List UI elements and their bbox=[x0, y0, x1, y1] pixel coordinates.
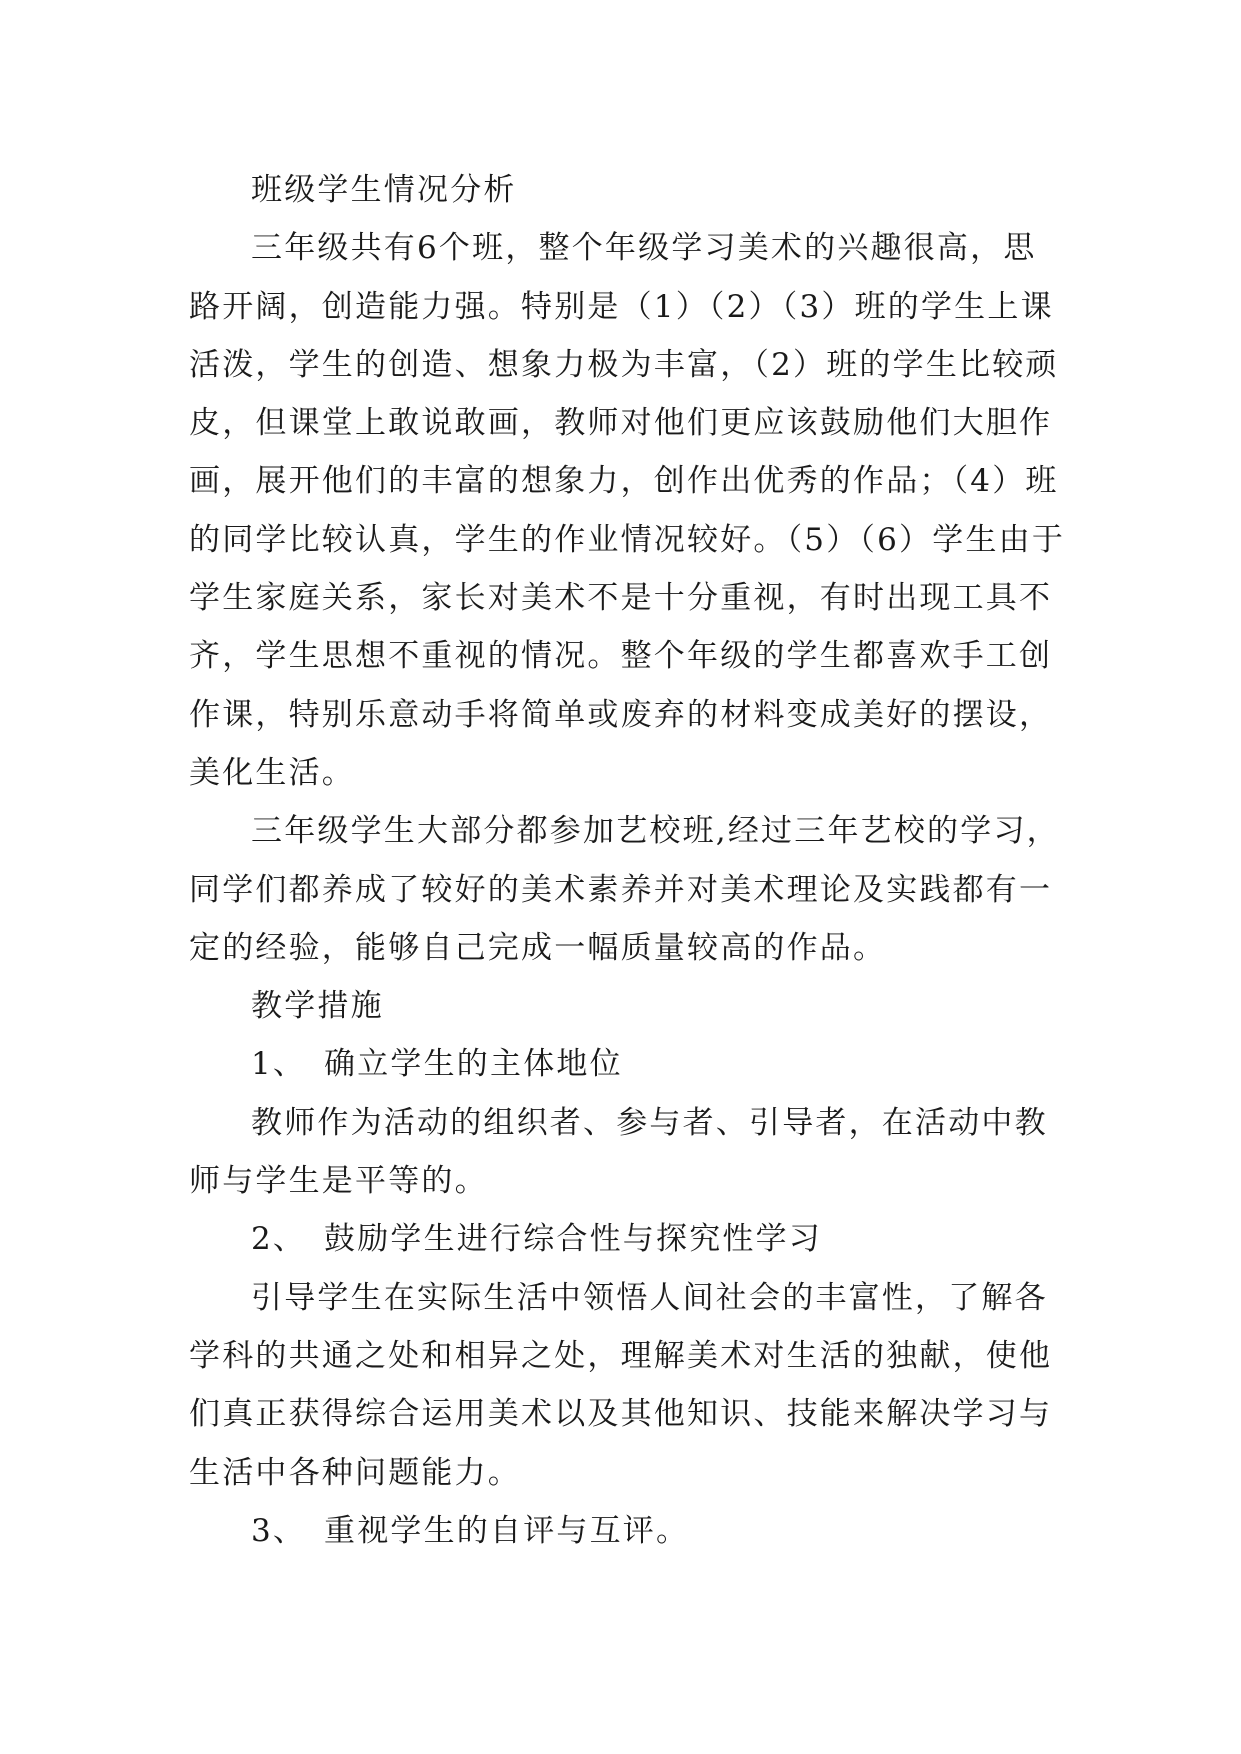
section-heading-teaching-measures: 教学措施 bbox=[251, 988, 384, 1025]
measure-item-1 bbox=[189, 1035, 1069, 1093]
paragraph-art-school: 三年级学生大部分都参加艺校班,经过三年艺校的学习，同学们都养成了较好的美术素养并对美术理论及实践都有一定的经验，能够自己完成一幅质量较高的作品。 bbox=[189, 813, 1060, 966]
measure-title: 确立学生的主体地位 bbox=[324, 1046, 623, 1083]
measure-body-1: 教师作为活动的组织者、参与者、引导者，在活动中教师与学生是平等的。 bbox=[189, 1104, 1048, 1200]
measure-number: 2、 bbox=[251, 1221, 307, 1258]
measure-item-3 bbox=[189, 1502, 1069, 1560]
measure-title: 鼓励学生进行综合性与探究性学习 bbox=[324, 1221, 822, 1258]
document-body bbox=[189, 161, 1069, 1560]
section-heading-student-analysis: 班级学生情况分析 bbox=[251, 172, 517, 208]
measure-item-2 bbox=[189, 1210, 1069, 1268]
measure-number: 1、 bbox=[251, 1046, 307, 1083]
measure-number: 3、 bbox=[251, 1512, 307, 1549]
paragraph-class-overview: 三年级共有6个班，整个年级学习美术的兴趣很高，思路开阔，创造能力强。特别是（1）（2）（3）班的学生上课活泼，学生的创造、想象力极为丰富，（2）班的学生比较顽皮，但课堂上敢说敢画，教师对他们更应该鼓励他们大胆作画，展开他们的丰富的想象力，创作出优秀的作品；（4）班的同学比较认真，学生的作业情况较好。（5）（6）学生由于学生家庭关系，家长对美术不是十分重视，有时出现工具不齐，学生思想不重视的情况。整个年级的学生都喜欢手工创作课，特别乐意动手将简单或废弃的材料变成美好的摆设，美化生活。 bbox=[189, 230, 1066, 791]
measure-body-2: 引导学生在实际生活中领悟人间社会的丰富性，了解各学科的共通之处和相异之处，理解美术对生活的独献，使他们真正获得综合运用美术以及其他知识、技能来解决学习与生活中各种问题能力。 bbox=[189, 1279, 1053, 1491]
measure-title: 重视学生的自评与互评。 bbox=[324, 1512, 690, 1549]
